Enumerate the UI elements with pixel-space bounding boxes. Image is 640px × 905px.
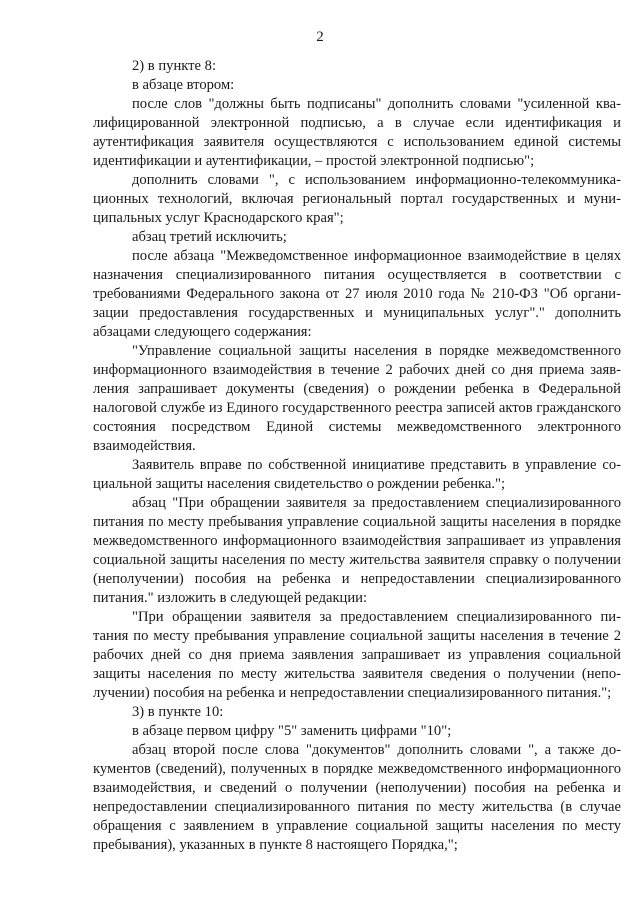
paragraph-second-abzac: в абзаце втором:	[132, 77, 235, 93]
page-number: 2	[316, 29, 324, 45]
paragraph-second-abzac-documents: абзац второй после слова "документов" дополнить словами ", а также документов (сведений), полученных в порядке межведомственного информационного взаимодействия, и сведений о получении (неполучении) пособия на ребенка и непредоставлении специализированного питания по месту жительства (в случае обращения с заявлением в управление социальной защиты населения по месту пребывания), указанных в пункте 8 настоящего Порядка,";	[93, 742, 621, 853]
paragraph-residence-abzac: абзац "При обращении заявителя за предоставлением специализированного питания по месту пребывания управление социальной защиты населения в порядке межведомственного информационного взаимодействия запрашивает из управления социальной защиты населения по месту жительства заявителя справку о получении (неполучении) пособия на ребенка и непредоставлении специализированного питания." изложить в следующей редакции:	[93, 495, 621, 606]
paragraph-interagency-addition: после абзаца "Межведомственное информационное взаимодействие в целях назначения специализированного питания осуществляется в соответствии с требованиями Федерального закона от 27 июля 2010 года № 210-ФЗ "Об организации предоставления государственных и муниципальных услуг"." дополнить абзацами следующего содержания:	[93, 248, 621, 340]
paragraph-quoted-social-protection: "Управление социальной защиты населения в порядке межведомственного информационного взаимодействия в течение 2 рабочих дней со дня приема заявления запрашивает документы (сведения) о рождении ребенка в Федеральной налоговой службе из Единого государственного реестра записей актов гражданского состояния посредством Единой системы межведомственного электронного взаимодействия.	[93, 343, 621, 454]
document-body	[93, 57, 621, 855]
paragraph-first-abzac-digit: в абзаце первом цифру "5" заменить цифрами "10";	[132, 723, 452, 739]
paragraph-ict-amendment: дополнить словами ", с использованием информационно-телекоммуникационных технологий, включая региональный портал государственных и муниципальных услуг Краснодарского края";	[93, 172, 621, 226]
paragraph-quoted-new-edition: "При обращении заявителя за предоставлением специализированного питания по месту пребывания управление социальной защиты населения в течение 2 рабочих дней со дня приема заявления запрашивает из управления социальной защиты населения по месту жительства заявителя сведения о получении (неполучении) пособия на ребенка и непредоставлении специализированного питания.";	[93, 609, 621, 701]
paragraph-item-2-point-8: 2) в пункте 8:	[132, 58, 217, 74]
paragraph-third-abzac-removal: абзац третий исключить;	[132, 229, 287, 245]
paragraph-signature-amendment: после слов "должны быть подписаны" дополнить словами "усиленной квалифицированной электронной подписью, а в случае если идентификация и аутентификация заявителя осуществляются с использованием единой системы идентификации и аутентификации, – простой электронной подписью";	[93, 96, 621, 169]
paragraph-quoted-applicant-right: Заявитель вправе по собственной инициативе представить в управление социальной защиты населения свидетельство о рождении ребенка.";	[93, 457, 621, 492]
paragraph-item-3-point-10: 3) в пункте 10:	[132, 704, 224, 720]
